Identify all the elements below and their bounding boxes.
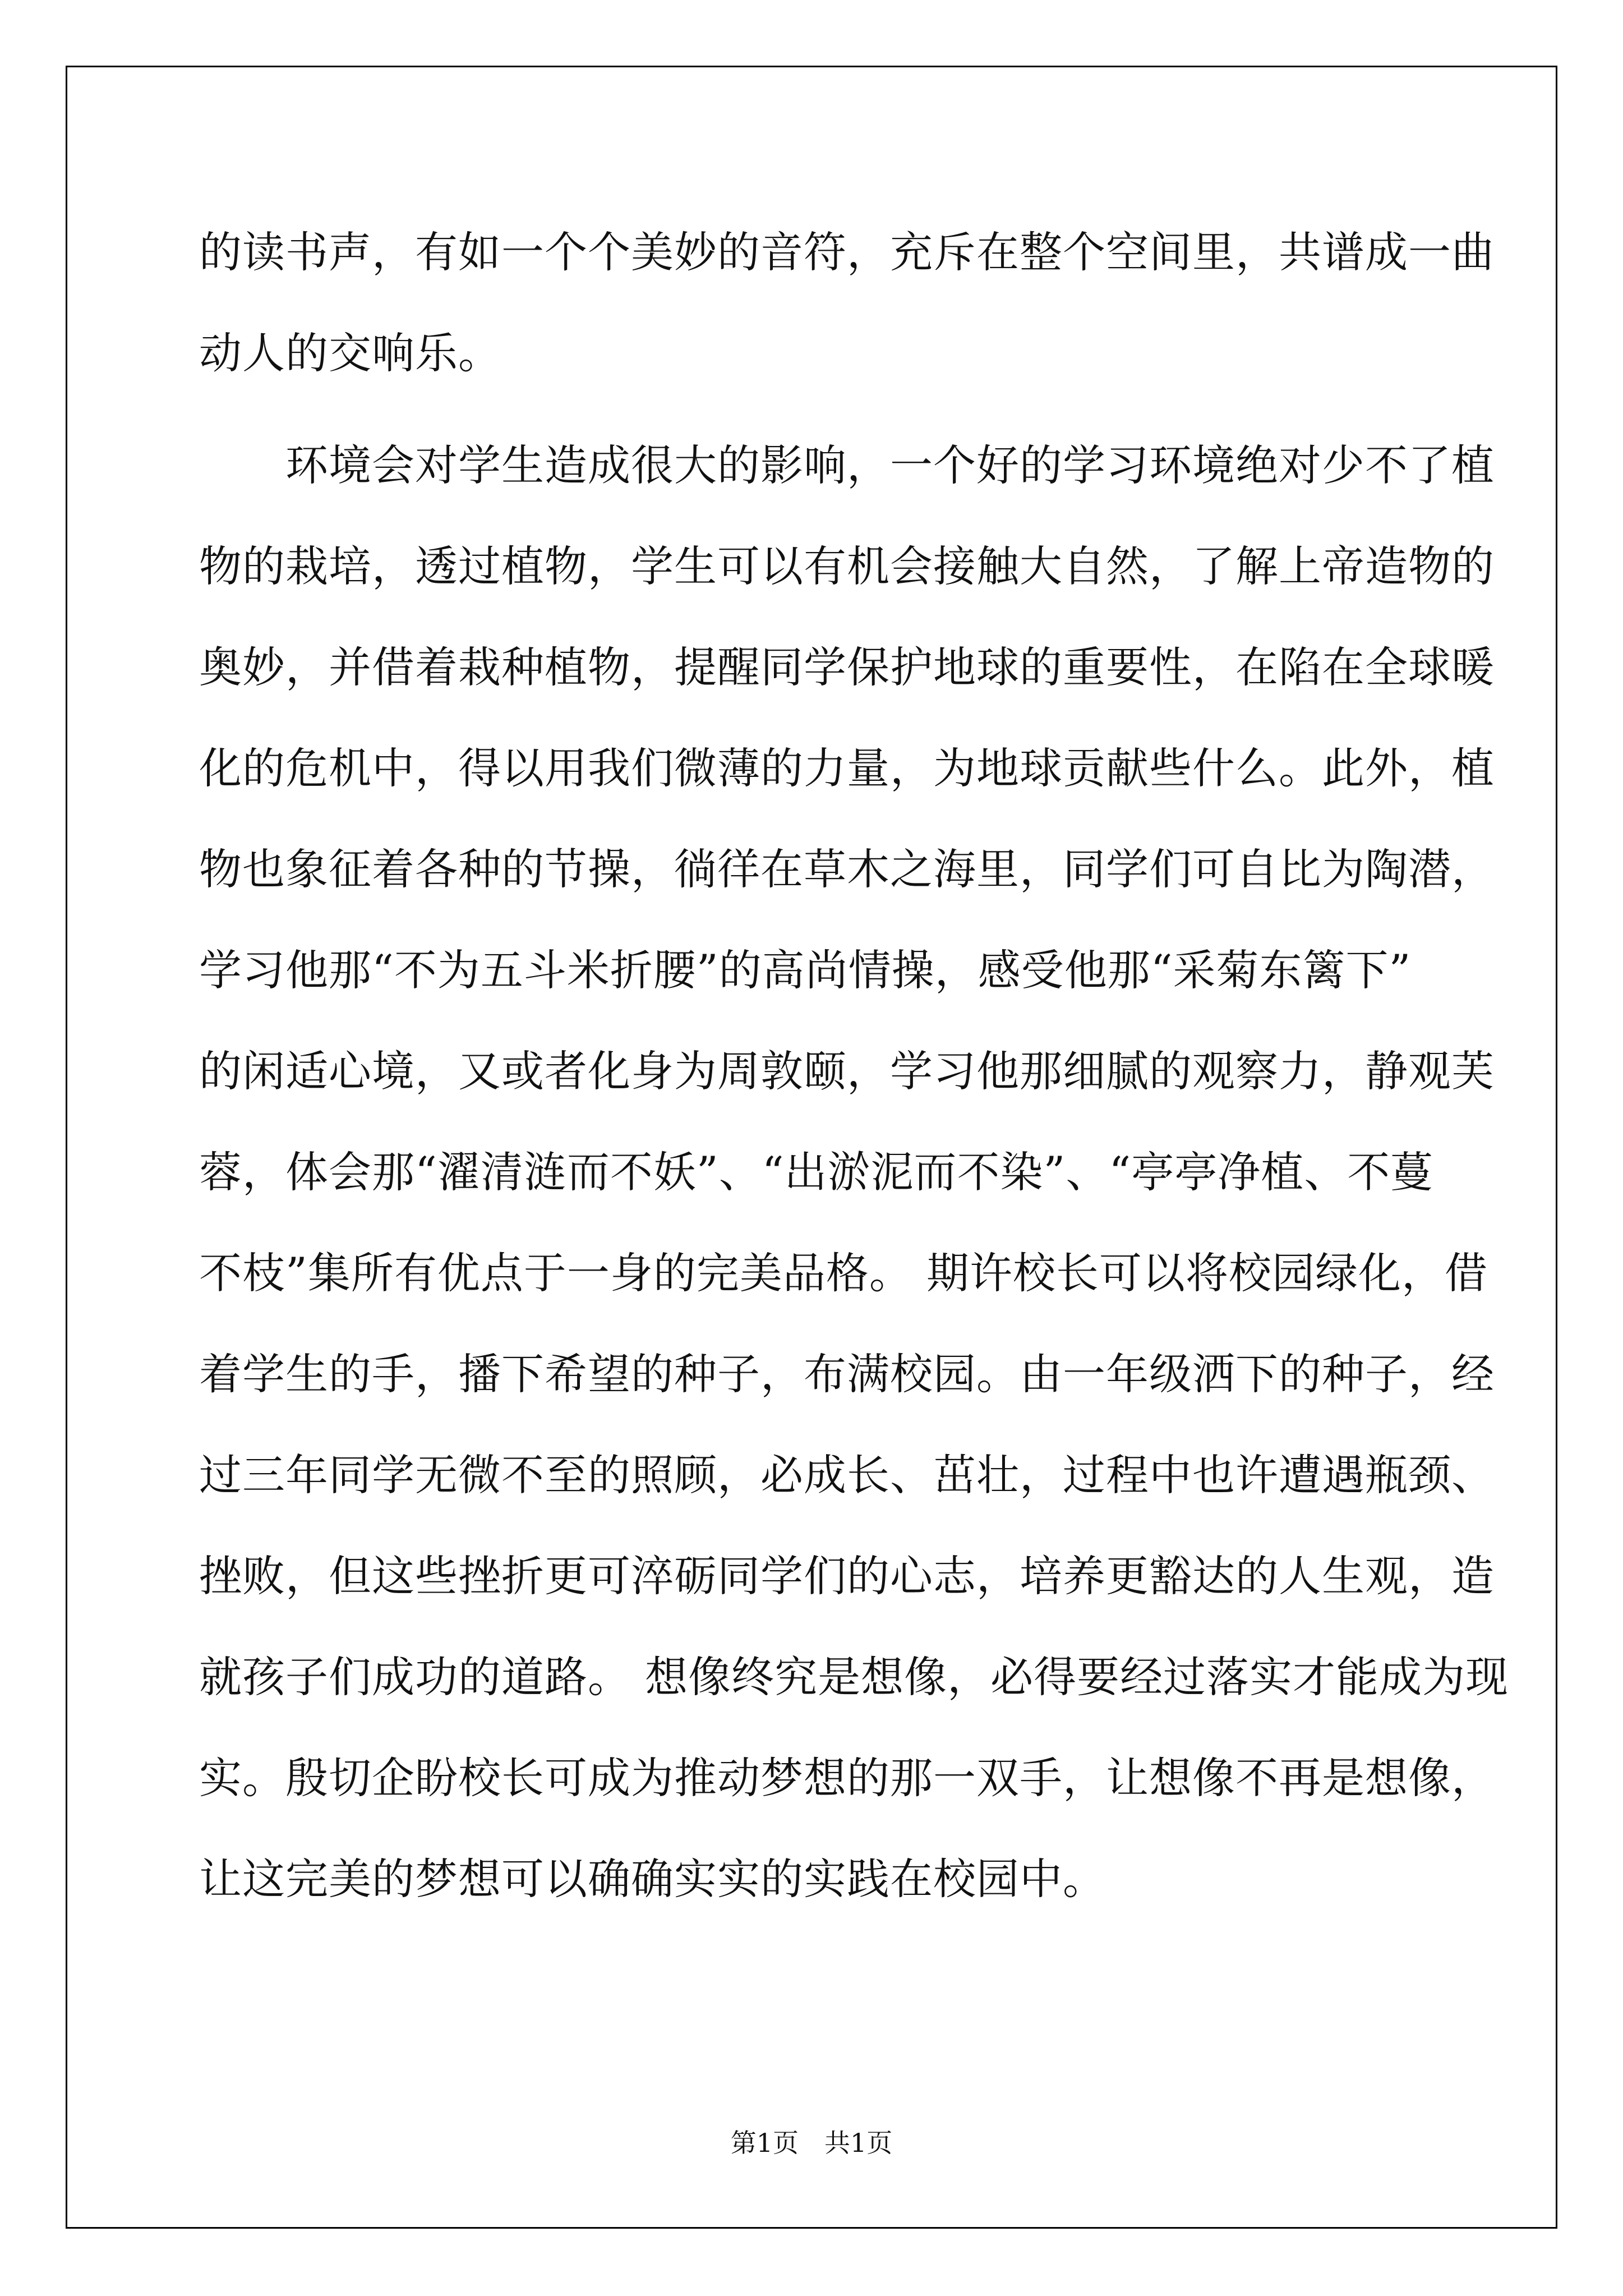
text-line: 实。殷切企盼校长可成为推动梦想的那一双手，让想像不再是想像， (199, 1753, 1495, 1803)
text-line: 物也象征着各种的节操，徜徉在草木之海里，同学们可自比为陶潜， (199, 844, 1495, 894)
text-line: 的读书声，有如一个个美妙的音符，充斥在整个空间里，共谱成一曲 (199, 227, 1495, 277)
text-line: 奥妙，并借着栽种植物，提醒同学保护地球的重要性，在陷在全球暖 (199, 642, 1495, 692)
text-line: 物的栽培，透过植物，学生可以有机会接触大自然，了解上帝造物的 (199, 541, 1495, 591)
text-line: 过三年同学无微不至的照顾，必成长、茁壮，过程中也许遭遇瓶颈、 (199, 1450, 1495, 1500)
text-line: 化的危机中，得以用我们微薄的力量，为地球贡献些什么。此外，植 (199, 743, 1495, 793)
text-line: 就孩子们成功的道路。 想像终究是想像，必得要经过落实才能成为现 (199, 1652, 1509, 1702)
text-line: 让这完美的梦想可以确确实实的实践在校园中。 (199, 1854, 1106, 1904)
text-line: 环境会对学生造成很大的影响，一个好的学习环境绝对少不了植 (199, 440, 1495, 490)
text-line: 挫败，但这些挫折更可淬砺同学们的心志，培养更豁达的人生观，造 (199, 1551, 1495, 1601)
text-line: 的闲适心境，又或者化身为周敦颐，学习他那细腻的观察力，静观芙 (199, 1046, 1495, 1096)
page-footer: 第1页 共1页 (730, 2128, 893, 2158)
text-line: 蓉，体会那“濯清涟而不妖”、“出淤泥而不染”、“亭亭净植、不蔓 (199, 1147, 1434, 1197)
text-line: 着学生的手，播下希望的种子，布满校园。由一年级洒下的种子，经 (199, 1349, 1495, 1399)
text-line: 动人的交响乐。 (199, 328, 501, 378)
text-line: 不枝”集所有优点于一身的完美品格。 期许校长可以将校园绿化，借 (199, 1248, 1488, 1298)
text-line: 学习他那“不为五斗米折腰”的高尚情操，感受他那“采菊东篱下” (199, 945, 1412, 995)
